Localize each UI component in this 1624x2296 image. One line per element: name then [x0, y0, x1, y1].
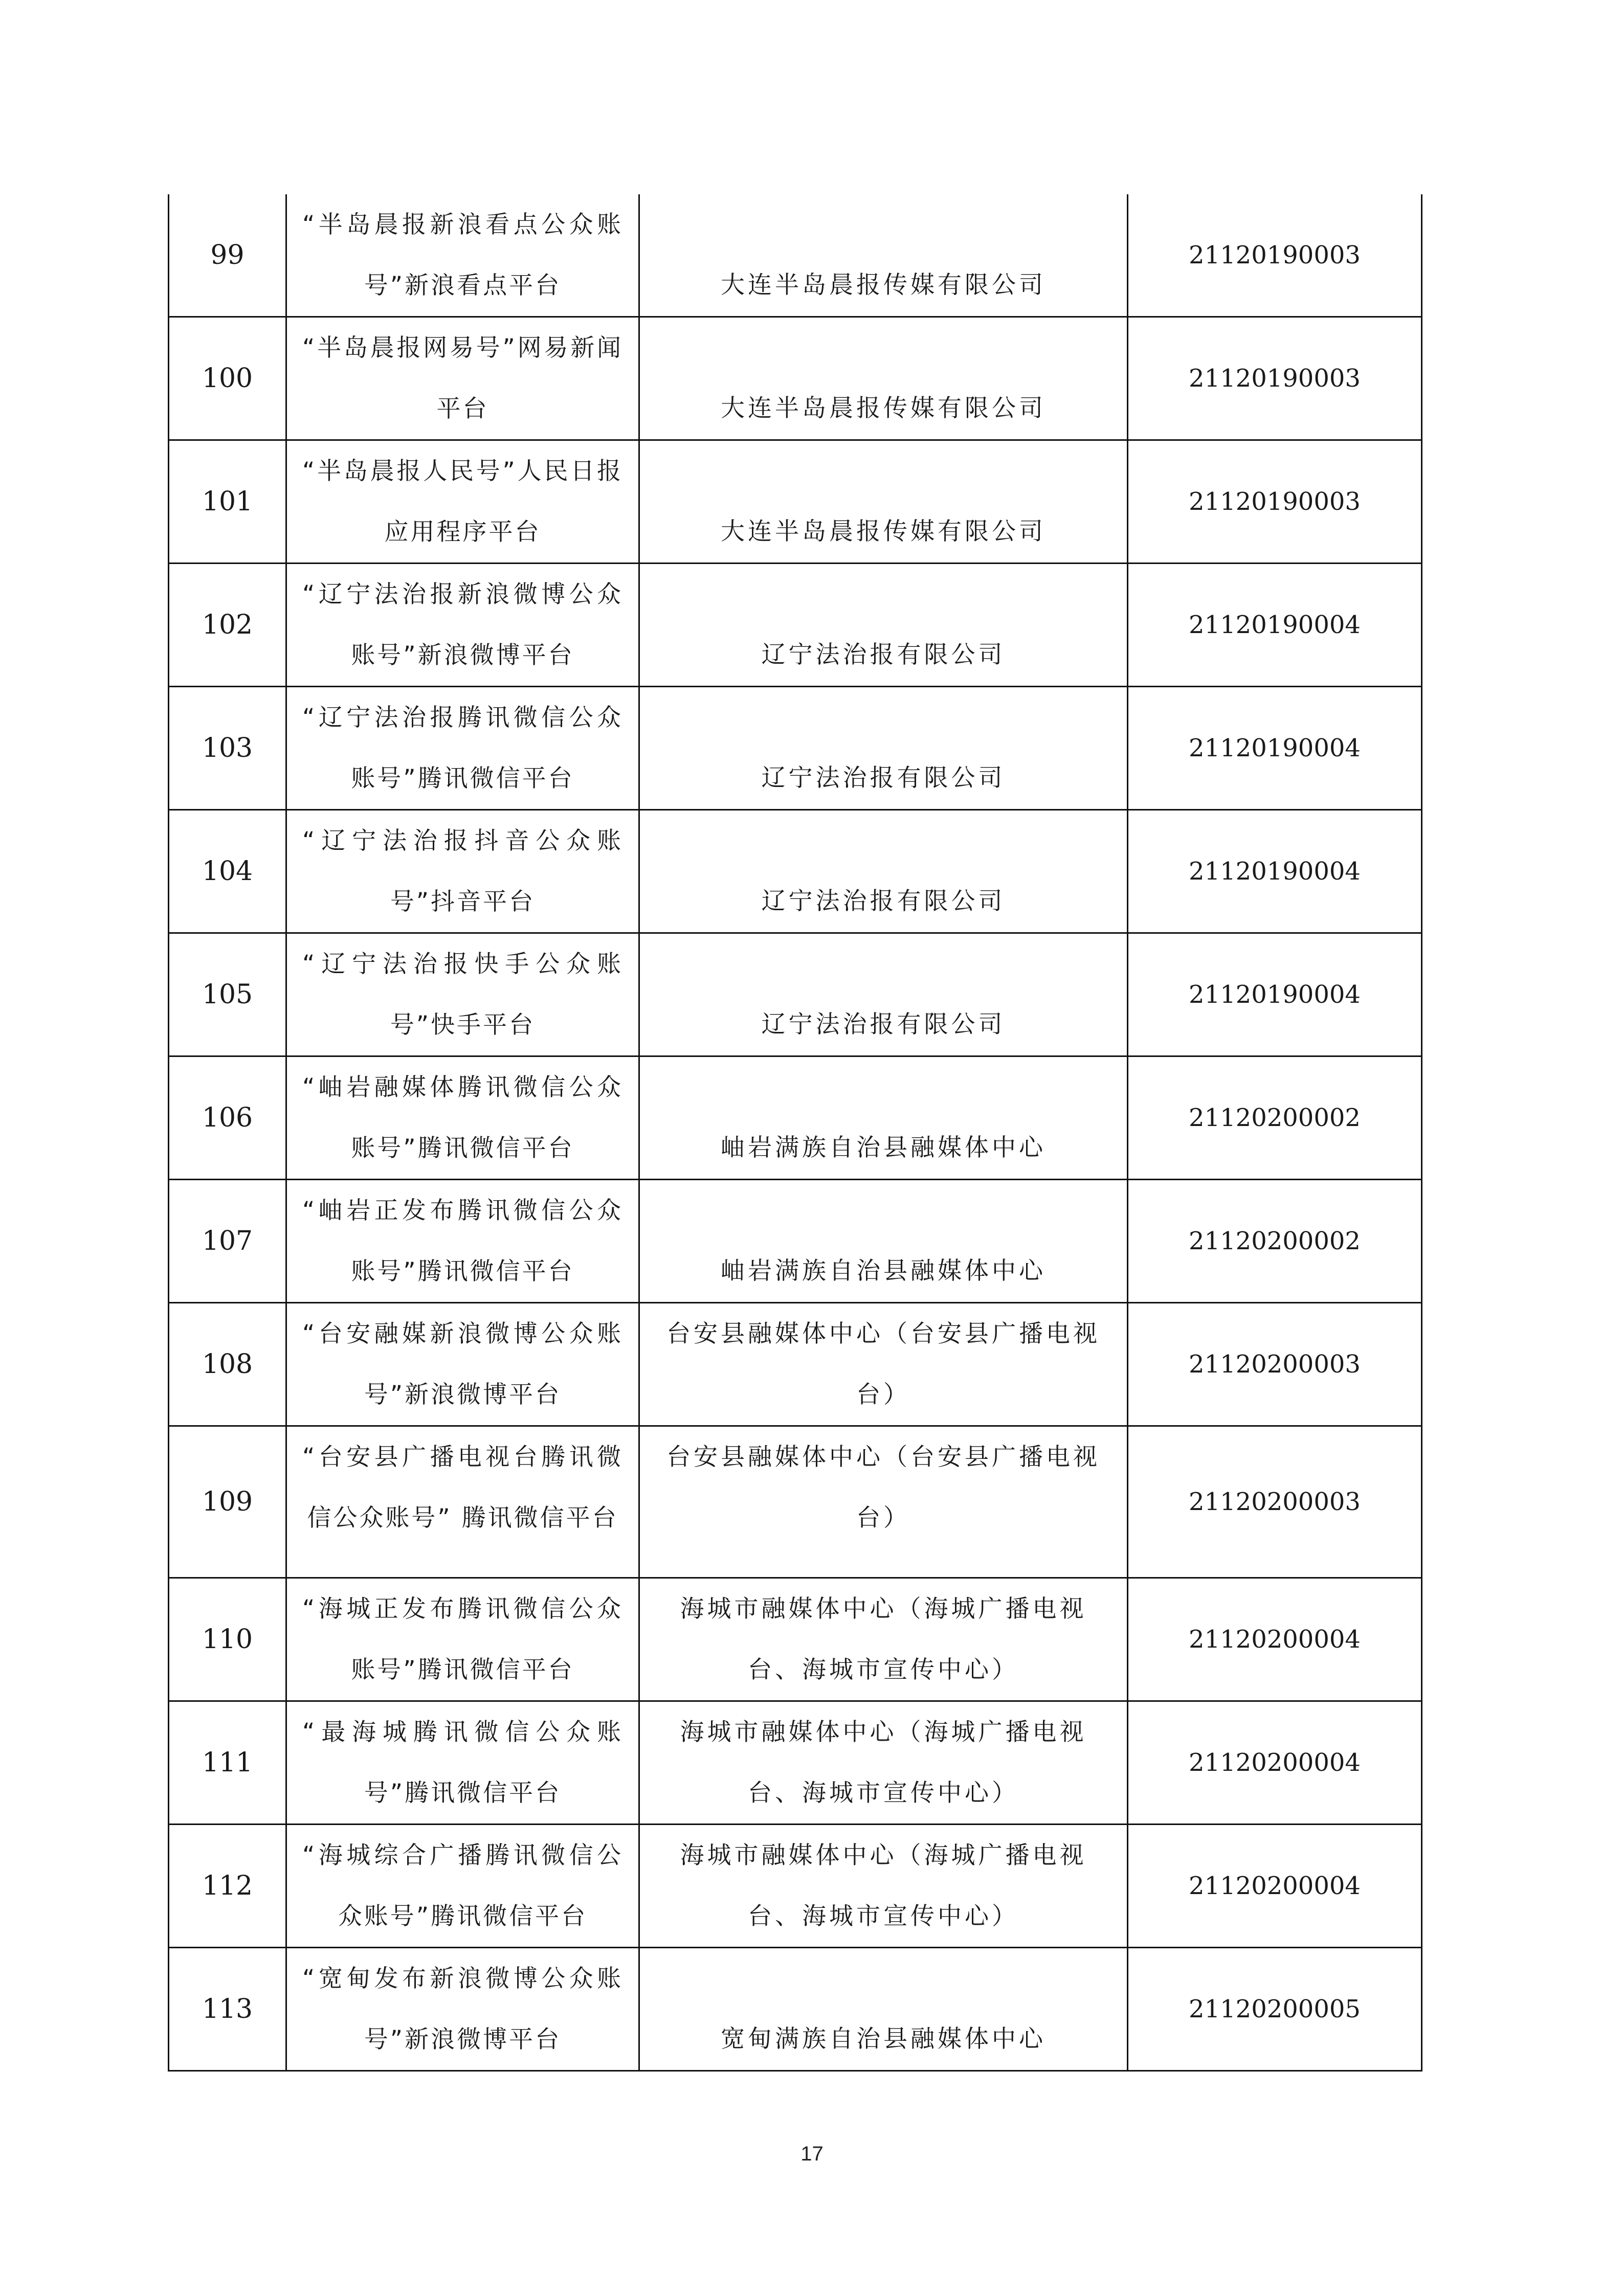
organization-text: 大连半岛晨报传媒有限公司: [721, 271, 1046, 299]
organization-text: 辽宁法治报有限公司: [761, 1010, 1006, 1039]
account-name-cell: [286, 440, 639, 564]
account-name-cell: [286, 810, 639, 933]
account-name-text: “辽宁法治报腾讯微信公众账号”腾讯微信平台: [302, 704, 623, 793]
account-name-cell: [286, 1701, 639, 1825]
organization-cell: [639, 317, 1128, 440]
account-name-text: “半岛晨报人民号”人民日报应用程序平台: [302, 457, 623, 546]
account-name-cell: [286, 933, 639, 1056]
organization-text: 辽宁法治报有限公司: [761, 641, 1006, 669]
account-name-text: “宽甸发布新浪微博公众账号”新浪微博平台: [302, 1965, 623, 2054]
license-code-cell: 21120190003: [1128, 194, 1422, 317]
license-code-cell: 21120200005: [1128, 1948, 1422, 2071]
row-number-cell: 107: [169, 1180, 286, 1303]
license-code-cell: 21120200004: [1128, 1825, 1422, 1948]
account-name-text: “辽宁法治报新浪微博公众账号”新浪微博平台: [302, 580, 623, 669]
table-row: [169, 194, 1422, 317]
row-number-cell: 99: [169, 194, 286, 317]
table-row: [169, 1303, 1422, 1426]
registry-table-body: [169, 194, 1422, 2071]
license-code-cell: 21120190003: [1128, 440, 1422, 564]
account-name-text: “辽宁法治报抖音公众账号”抖音平台: [302, 827, 623, 916]
organization-text: 台安县融媒体中心（台安县广播电视台）: [666, 1443, 1100, 1532]
row-number-cell: 103: [169, 687, 286, 810]
organization-text: 辽宁法治报有限公司: [761, 887, 1006, 915]
account-name-cell: [286, 1180, 639, 1303]
organization-text: 大连半岛晨报传媒有限公司: [721, 394, 1046, 422]
table-row: [169, 1056, 1422, 1180]
organization-text: 岫岩满族自治县融媒体中心: [721, 1257, 1046, 1285]
account-name-cell: [286, 1825, 639, 1948]
organization-cell: [639, 810, 1128, 933]
table-row: [169, 1825, 1422, 1948]
account-name-text: “台安县广播电视台腾讯微信公众账号” 腾讯微信平台: [302, 1443, 623, 1532]
license-code-cell: 21120200004: [1128, 1578, 1422, 1701]
table-row: [169, 933, 1422, 1056]
organization-text: 辽宁法治报有限公司: [761, 764, 1006, 792]
license-code-cell: 21120200004: [1128, 1701, 1422, 1825]
row-number-cell: 102: [169, 564, 286, 687]
license-code-cell: 21120190004: [1128, 810, 1422, 933]
row-number-cell: 111: [169, 1701, 286, 1825]
account-name-text: “半岛晨报网易号”网易新闻平台: [302, 334, 623, 423]
account-name-text: “岫岩融媒体腾讯微信公众账号”腾讯微信平台: [302, 1073, 623, 1162]
license-code-cell: 21120200002: [1128, 1056, 1422, 1180]
table-row: [169, 317, 1422, 440]
organization-text: 台安县融媒体中心（台安县广播电视台）: [666, 1320, 1100, 1409]
table-row: [169, 564, 1422, 687]
account-name-text: “最海城腾讯微信公众账号”腾讯微信平台: [302, 1718, 623, 1807]
row-number-cell: 105: [169, 933, 286, 1056]
row-number-cell: 106: [169, 1056, 286, 1180]
account-name-cell: [286, 1948, 639, 2071]
registry-table-wrapper: [168, 194, 1421, 2072]
account-name-cell: [286, 194, 639, 317]
account-name-text: “海城综合广播腾讯微信公众账号”腾讯微信平台: [302, 1841, 623, 1930]
row-number-cell: 104: [169, 810, 286, 933]
organization-cell: [639, 1303, 1128, 1426]
organization-cell: [639, 1701, 1128, 1825]
account-name-text: “海城正发布腾讯微信公众账号”腾讯微信平台: [302, 1595, 623, 1684]
table-row: [169, 687, 1422, 810]
table-row: [169, 1180, 1422, 1303]
account-name-text: “半岛晨报新浪看点公众账号”新浪看点平台: [302, 211, 623, 300]
organization-cell: [639, 933, 1128, 1056]
table-row: [169, 1701, 1422, 1825]
row-number-cell: 101: [169, 440, 286, 564]
row-number-cell: 100: [169, 317, 286, 440]
organization-cell: [639, 1825, 1128, 1948]
row-number-cell: 108: [169, 1303, 286, 1426]
account-name-cell: [286, 1426, 639, 1578]
license-code-cell: 21120190004: [1128, 687, 1422, 810]
row-number-cell: 112: [169, 1825, 286, 1948]
organization-cell: [639, 1948, 1128, 2071]
table-row: [169, 1426, 1422, 1578]
license-code-cell: 21120200002: [1128, 1180, 1422, 1303]
organization-cell: [639, 440, 1128, 564]
organization-cell: [639, 687, 1128, 810]
account-name-cell: [286, 564, 639, 687]
organization-cell: [639, 1180, 1128, 1303]
license-code-cell: 21120200003: [1128, 1303, 1422, 1426]
license-code-cell: 21120190003: [1128, 317, 1422, 440]
row-number-cell: 110: [169, 1578, 286, 1701]
account-name-cell: [286, 317, 639, 440]
table-row: [169, 1578, 1422, 1701]
account-name-cell: [286, 1578, 639, 1701]
account-name-text: “岫岩正发布腾讯微信公众账号”腾讯微信平台: [302, 1197, 623, 1286]
account-name-cell: [286, 687, 639, 810]
account-name-cell: [286, 1303, 639, 1426]
organization-cell: [639, 194, 1128, 317]
account-name-text: “辽宁法治报快手公众账号”快手平台: [302, 950, 623, 1039]
organization-text: 岫岩满族自治县融媒体中心: [721, 1134, 1046, 1162]
account-name-cell: [286, 1056, 639, 1180]
organization-text: 大连半岛晨报传媒有限公司: [721, 517, 1046, 546]
organization-text: 宽甸满族自治县融媒体中心: [721, 2025, 1046, 2053]
organization-text: 海城市融媒体中心（海城广播电视台、海城市宣传中心）: [680, 1841, 1087, 1930]
license-code-cell: 21120190004: [1128, 564, 1422, 687]
row-number-cell: 109: [169, 1426, 286, 1578]
license-code-cell: 21120190004: [1128, 933, 1422, 1056]
registry-table: [168, 194, 1422, 2072]
organization-text: 海城市融媒体中心（海城广播电视台、海城市宣传中心）: [680, 1595, 1087, 1684]
table-row: [169, 440, 1422, 564]
organization-cell: [639, 1056, 1128, 1180]
organization-cell: [639, 1578, 1128, 1701]
organization-cell: [639, 1426, 1128, 1578]
organization-text: 海城市融媒体中心（海城广播电视台、海城市宣传中心）: [680, 1718, 1087, 1807]
table-row: [169, 1948, 1422, 2071]
account-name-text: “台安融媒新浪微博公众账号”新浪微博平台: [302, 1320, 623, 1409]
row-number-cell: 113: [169, 1948, 286, 2071]
table-row: [169, 810, 1422, 933]
organization-cell: [639, 564, 1128, 687]
page-number: 17: [800, 2143, 824, 2165]
license-code-cell: 21120200003: [1128, 1426, 1422, 1578]
